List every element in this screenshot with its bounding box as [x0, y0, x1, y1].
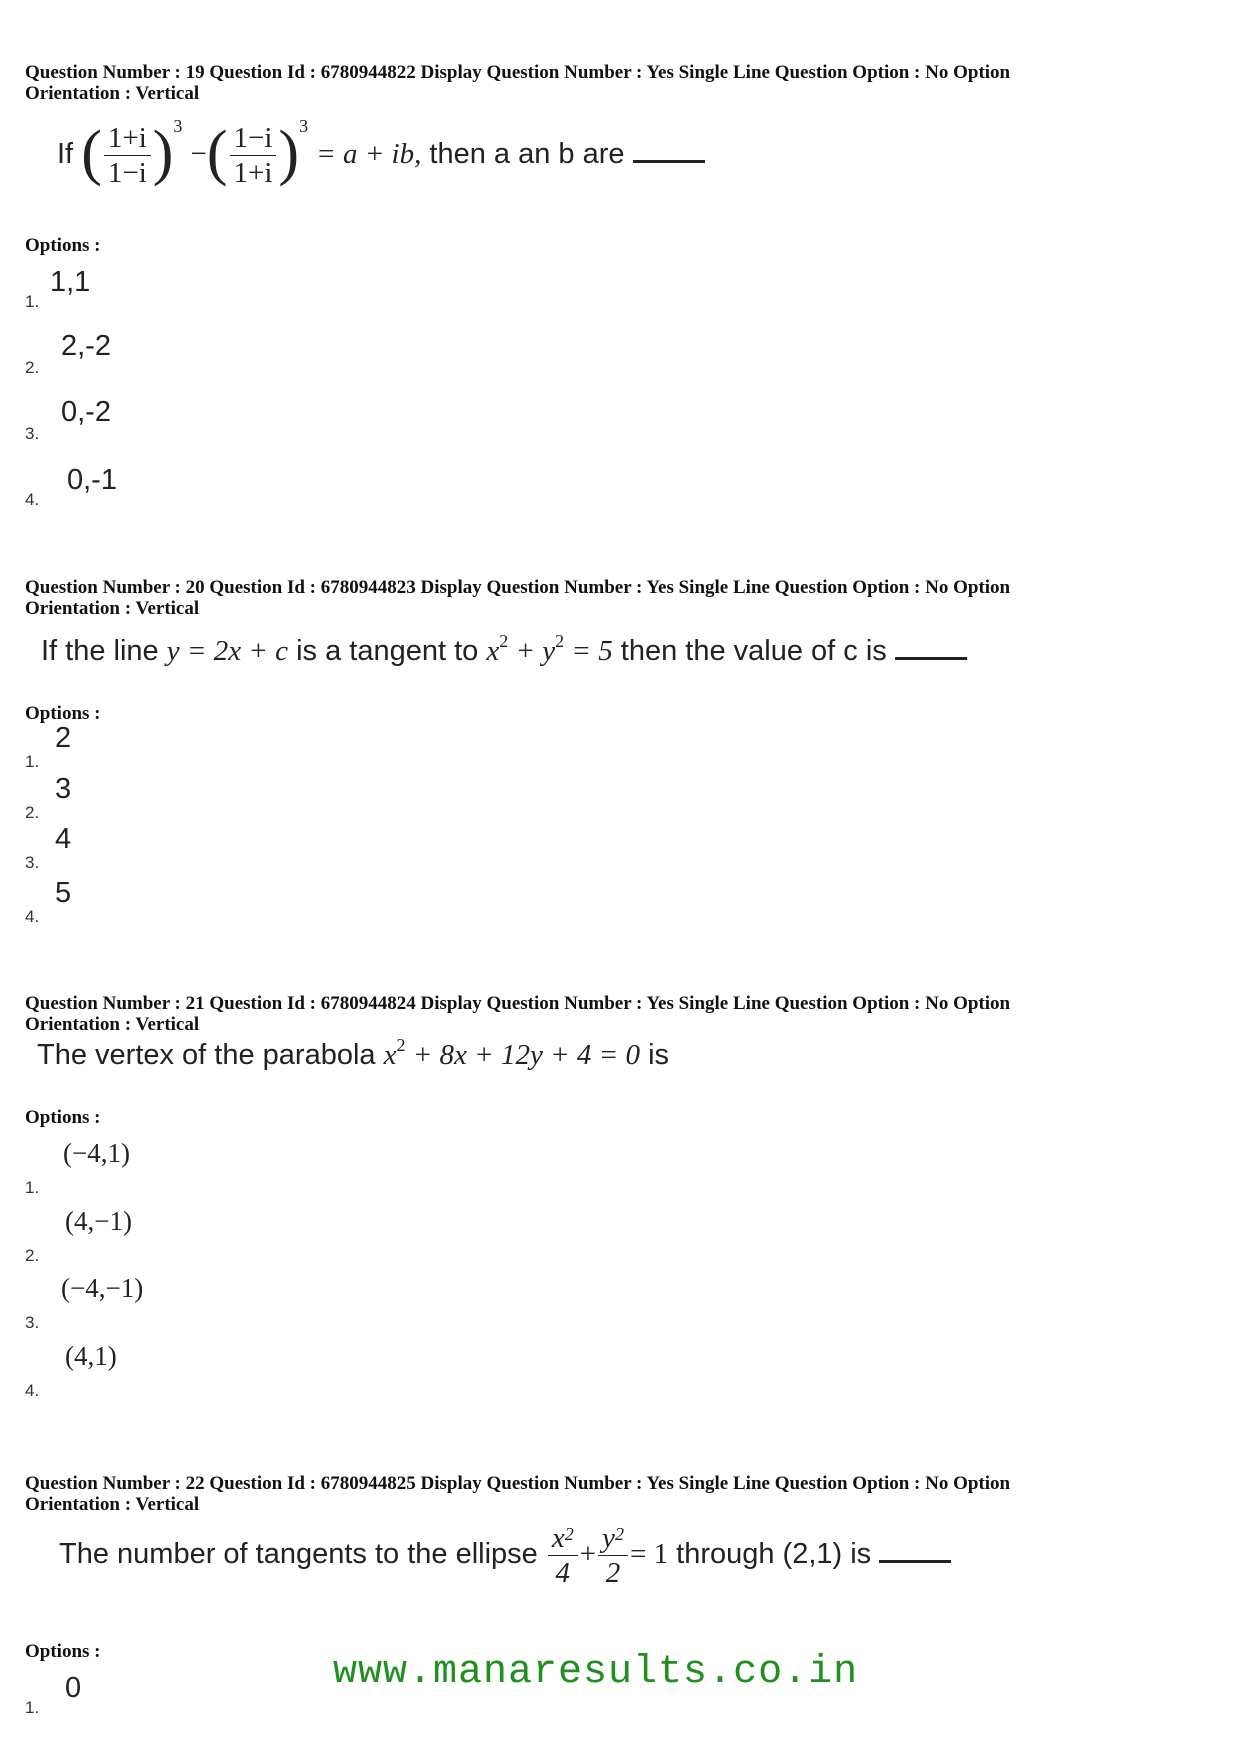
option-2[interactable]	[25, 773, 225, 823]
stem-middle: is a tangent to	[288, 635, 487, 667]
option-value: 3	[55, 773, 72, 805]
option-4[interactable]	[25, 1341, 245, 1401]
option-1[interactable]	[25, 1672, 225, 1718]
option-value: (−4,1)	[63, 1138, 130, 1168]
meta-line-2: Orientation : Vertical	[25, 1494, 200, 1515]
option-value: 0,-1	[67, 464, 117, 496]
answer-blank	[879, 1560, 951, 1563]
stem-suffix: then the value of c is	[612, 635, 887, 667]
stem-equation-2a: x	[486, 635, 500, 667]
option-number: 3.	[25, 424, 40, 443]
option-number: 1.	[25, 752, 40, 771]
stem-suffix: then a an b are	[421, 138, 625, 171]
meta-line-2: Orientation : Vertical	[25, 83, 200, 104]
stem-equation-a: x	[383, 1039, 397, 1071]
option-value: 5	[55, 877, 72, 909]
option-number: 4.	[25, 1381, 40, 1400]
fraction-y-denominator: 2	[605, 1557, 621, 1589]
question-meta	[25, 577, 1225, 619]
option-number: 1.	[25, 1178, 40, 1197]
options-label: Options :	[25, 235, 101, 256]
fraction-x-denominator: 4	[555, 1557, 571, 1589]
answer-blank	[895, 657, 967, 660]
option-value: 0	[65, 1672, 82, 1704]
paren-close: )	[152, 119, 174, 187]
site-watermark: www.manaresults.co.in	[333, 1650, 859, 1695]
question-22	[25, 1473, 1225, 1743]
paren-close-2: )	[278, 119, 300, 187]
stem-prefix: The vertex of the parabola	[37, 1039, 384, 1071]
option-value: (−4,−1)	[61, 1273, 144, 1303]
stem-equation-1: y = 2x + c	[166, 635, 289, 667]
stem-equation-2c: = 5	[564, 635, 613, 667]
fraction-1-denominator: 1−i	[107, 157, 147, 189]
option-4[interactable]	[25, 877, 225, 927]
question-stem	[41, 631, 967, 668]
meta-line-2: Orientation : Vertical	[25, 598, 200, 619]
plus-sign: +	[579, 1538, 597, 1571]
exponent: 2	[499, 631, 509, 651]
fraction-1	[104, 121, 151, 190]
question-stem	[57, 116, 705, 191]
question-stem	[37, 1035, 670, 1072]
fraction-x-numerator: x	[551, 1522, 565, 1554]
option-3[interactable]	[25, 396, 225, 444]
option-2[interactable]	[25, 330, 225, 378]
minus-sign: −	[190, 138, 207, 171]
meta-line-1: Question Number : 21 Question Id : 6780944824 Display Question Number : Yes Single Line Question Option : No Option	[25, 993, 1011, 1014]
fraction-y-numerator: y	[602, 1522, 615, 1554]
fraction-1-numerator: 1+i	[104, 121, 151, 156]
question-19	[25, 62, 1225, 522]
fraction-x	[548, 1521, 578, 1590]
question-meta	[25, 62, 1225, 104]
option-4[interactable]	[25, 464, 225, 510]
meta-line-1: Question Number : 20 Question Id : 6780944823 Display Question Number : Yes Single Line Question Option : No Option	[25, 577, 1011, 598]
option-3[interactable]	[25, 823, 225, 873]
option-value: 4	[55, 823, 72, 855]
option-number: 2.	[25, 803, 40, 822]
option-value: 0,-2	[61, 396, 111, 428]
equals-one: = 1	[629, 1538, 669, 1571]
question-20	[25, 577, 1225, 937]
option-3[interactable]	[25, 1273, 245, 1333]
option-1[interactable]	[25, 722, 225, 772]
question-stem	[59, 1521, 951, 1590]
exponent: 2	[555, 631, 565, 651]
option-value: 2,-2	[61, 330, 111, 362]
option-number: 3.	[25, 853, 40, 872]
option-number: 4.	[25, 490, 40, 509]
meta-line-2: Orientation : Vertical	[25, 1014, 200, 1035]
fraction-2-denominator: 1+i	[233, 157, 273, 189]
option-2[interactable]	[25, 1206, 245, 1266]
stem-rhs: = a + ib,	[316, 138, 422, 171]
stem-suffix: is	[640, 1039, 670, 1071]
stem-equation-2b: + y	[508, 635, 556, 667]
question-meta	[25, 993, 1225, 1035]
option-number: 1.	[25, 1698, 40, 1717]
exponent-1: 3	[173, 116, 183, 136]
paren-open: (	[81, 119, 102, 187]
option-1[interactable]	[25, 266, 225, 312]
option-1[interactable]	[25, 1138, 245, 1198]
stem-prefix: If	[57, 138, 74, 171]
option-value: 1,1	[50, 266, 91, 298]
stem-equation-b: + 8x + 12y + 4 = 0	[405, 1039, 641, 1071]
fraction-2-numerator: 1−i	[230, 121, 277, 156]
meta-line-1: Question Number : 22 Question Id : 6780944825 Display Question Number : Yes Single Line Question Option : No Option	[25, 1473, 1011, 1494]
question-21	[25, 993, 1225, 1423]
option-value: 2	[55, 722, 72, 754]
fraction-2	[230, 121, 277, 190]
option-value: (4,−1)	[65, 1206, 132, 1236]
exponent: 2	[564, 1524, 574, 1544]
fraction-y	[598, 1521, 628, 1590]
option-number: 4.	[25, 907, 40, 926]
exponent-2: 3	[299, 116, 309, 136]
stem-suffix: through (2,1) is	[668, 1538, 872, 1571]
option-number: 3.	[25, 1313, 40, 1332]
meta-line-1: Question Number : 19 Question Id : 6780944822 Display Question Number : Yes Single Line Question Option : No Option	[25, 62, 1011, 83]
option-number: 2.	[25, 358, 40, 377]
paren-open-2: (	[206, 119, 228, 187]
option-value: (4,1)	[65, 1341, 117, 1371]
option-number: 1.	[25, 292, 40, 311]
option-number: 2.	[25, 1246, 40, 1265]
question-meta	[25, 1473, 1225, 1515]
stem-prefix: The number of tangents to the ellipse	[59, 1538, 546, 1571]
exponent: 2	[614, 1524, 624, 1544]
options-label: Options :	[25, 1107, 101, 1128]
options-label: Options :	[25, 1641, 101, 1662]
stem-prefix: If the line	[41, 635, 167, 667]
exponent: 2	[396, 1035, 406, 1055]
answer-blank	[633, 160, 705, 163]
options-label: Options :	[25, 703, 101, 724]
